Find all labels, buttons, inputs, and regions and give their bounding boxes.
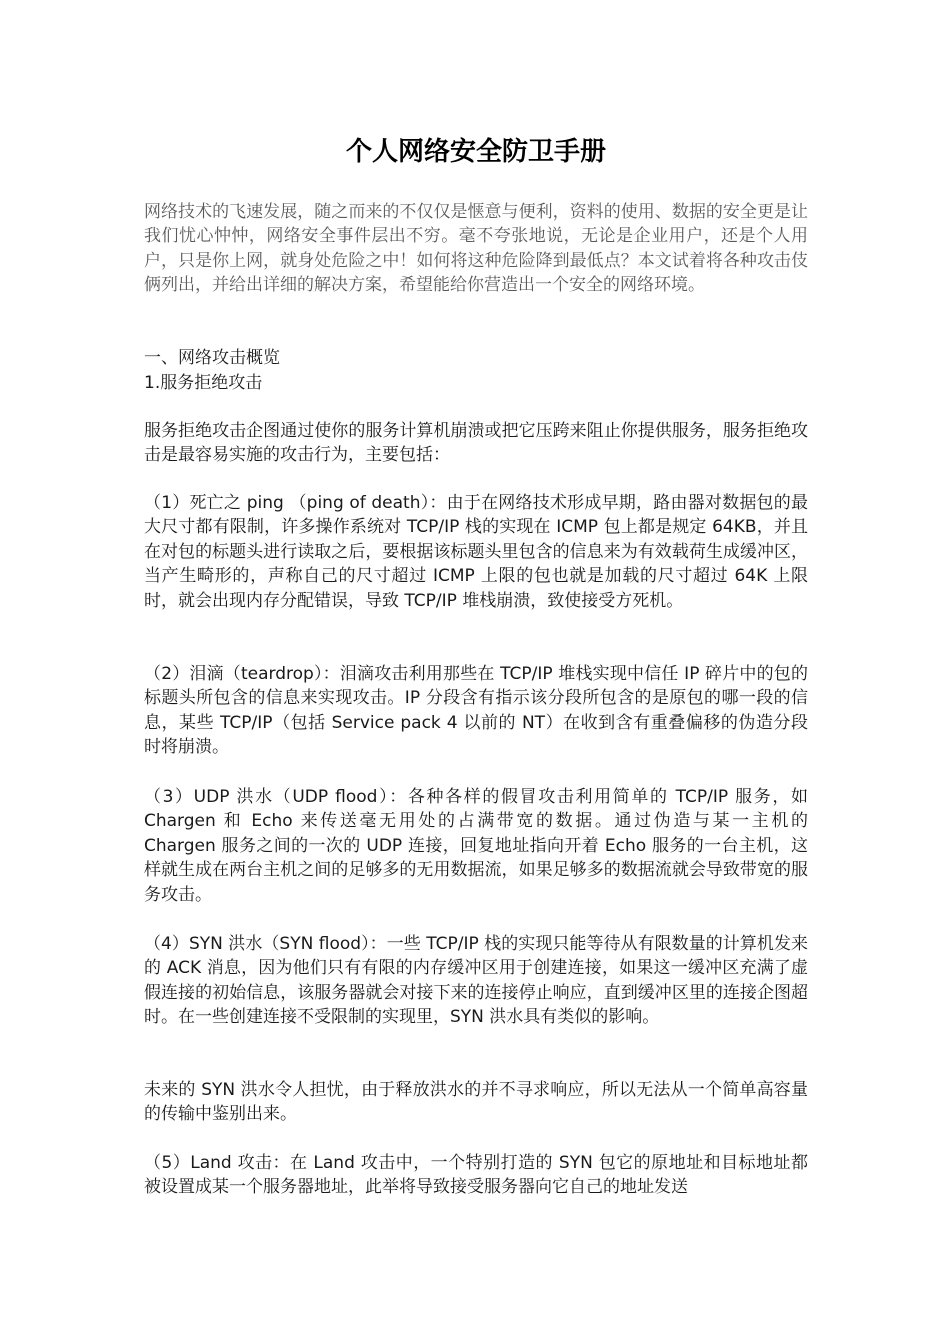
intro-paragraph: 网络技术的飞速发展，随之而来的不仅仅是惬意与便利，资料的使用、数据的安全更是让我们忧心忡忡，网络安全事件层出不穷。毫不夸张地说，无论是企业用户，还是个人用户，只是你上网，就身处危险之中！如何将这种危险降到最低点？本文试着将各种攻击伎俩列出，并给出详细的解决方案，希望能给你营造出一个安全的网络环境。	[144, 202, 808, 296]
subsection-heading: 1.服务拒绝攻击	[144, 373, 263, 393]
paragraph-udp-flood: （3）UDP 洪水（UDP flood）：各种各样的假冒攻击利用简单的 TCP/IP 服务，如 Chargen 和 Echo 来传送毫无用处的占满带宽的数据。通过伪造与某一主机的 Chargen 服务之间的一次的 UDP 连接，回复地址指向开着 Echo 服务的一台主机，这样就生成在两台主机之间的足够多的无用数据流，如果足够多的数据流就会导致带宽的服务攻击。	[144, 787, 808, 905]
paragraph-overview: 服务拒绝攻击企图通过使你的服务计算机崩溃或把它压跨来阻止你提供服务，服务拒绝攻击是最容易实施的攻击行为，主要包括：	[144, 421, 808, 466]
section-heading: 一、网络攻击概览	[144, 348, 280, 368]
paragraph-syn-flood: （4）SYN 洪水（SYN flood）：一些 TCP/IP 栈的实现只能等待从有限数量的计算机发来的 ACK 消息，因为他们只有有限的内存缓冲区用于创建连接，如果这一缓冲区充满了虚假连接的初始信息，该服务器就会对接下来的连接停止响应，直到缓冲区里的连接企图超时。在一些创建连接不受限制的实现里，SYN 洪水具有类似的影响。	[144, 934, 808, 1028]
paragraph-ping-of-death: （1）死亡之 ping （ping of death）：由于在网络技术形成早期，路由器对数据包的最大尺寸都有限制，许多操作系统对 TCP/IP 栈的实现在 ICMP 包上都是规定 64KB，并且在对包的标题头进行读取之后，要根据该标题头里包含的信息来为有效载荷生成缓冲区，当产生畸形的，声称自己的尺寸超过 ICMP 上限的包也就是加载的尺寸超过 64K 上限时，就会出现内存分配错误，导致 TCP/IP 堆栈崩溃，致使接受方死机。	[144, 493, 808, 611]
paragraph-land-attack: （5）Land 攻击：在 Land 攻击中，一个特别打造的 SYN 包它的原地址和目标地址都被设置成某一个服务器地址，此举将导致接受服务器向它自己的地址发送	[144, 1153, 808, 1198]
document-title: 个人网络安全防卫手册	[345, 137, 606, 167]
paragraph-syn-future: 未来的 SYN 洪水令人担忧，由于释放洪水的并不寻求响应，所以无法从一个简单高容量的传输中鉴别出来。	[144, 1080, 808, 1125]
paragraph-teardrop: （2）泪滴（teardrop）：泪滴攻击利用那些在 TCP/IP 堆栈实现中信任 IP 碎片中的包的标题头所包含的信息来实现攻击。IP 分段含有指示该分段所包含的是原包的哪一段的信息，某些 TCP/IP（包括 Service pack 4 以前的 NT）在收到含有重叠偏移的伪造分段时将崩溃。	[144, 664, 808, 758]
